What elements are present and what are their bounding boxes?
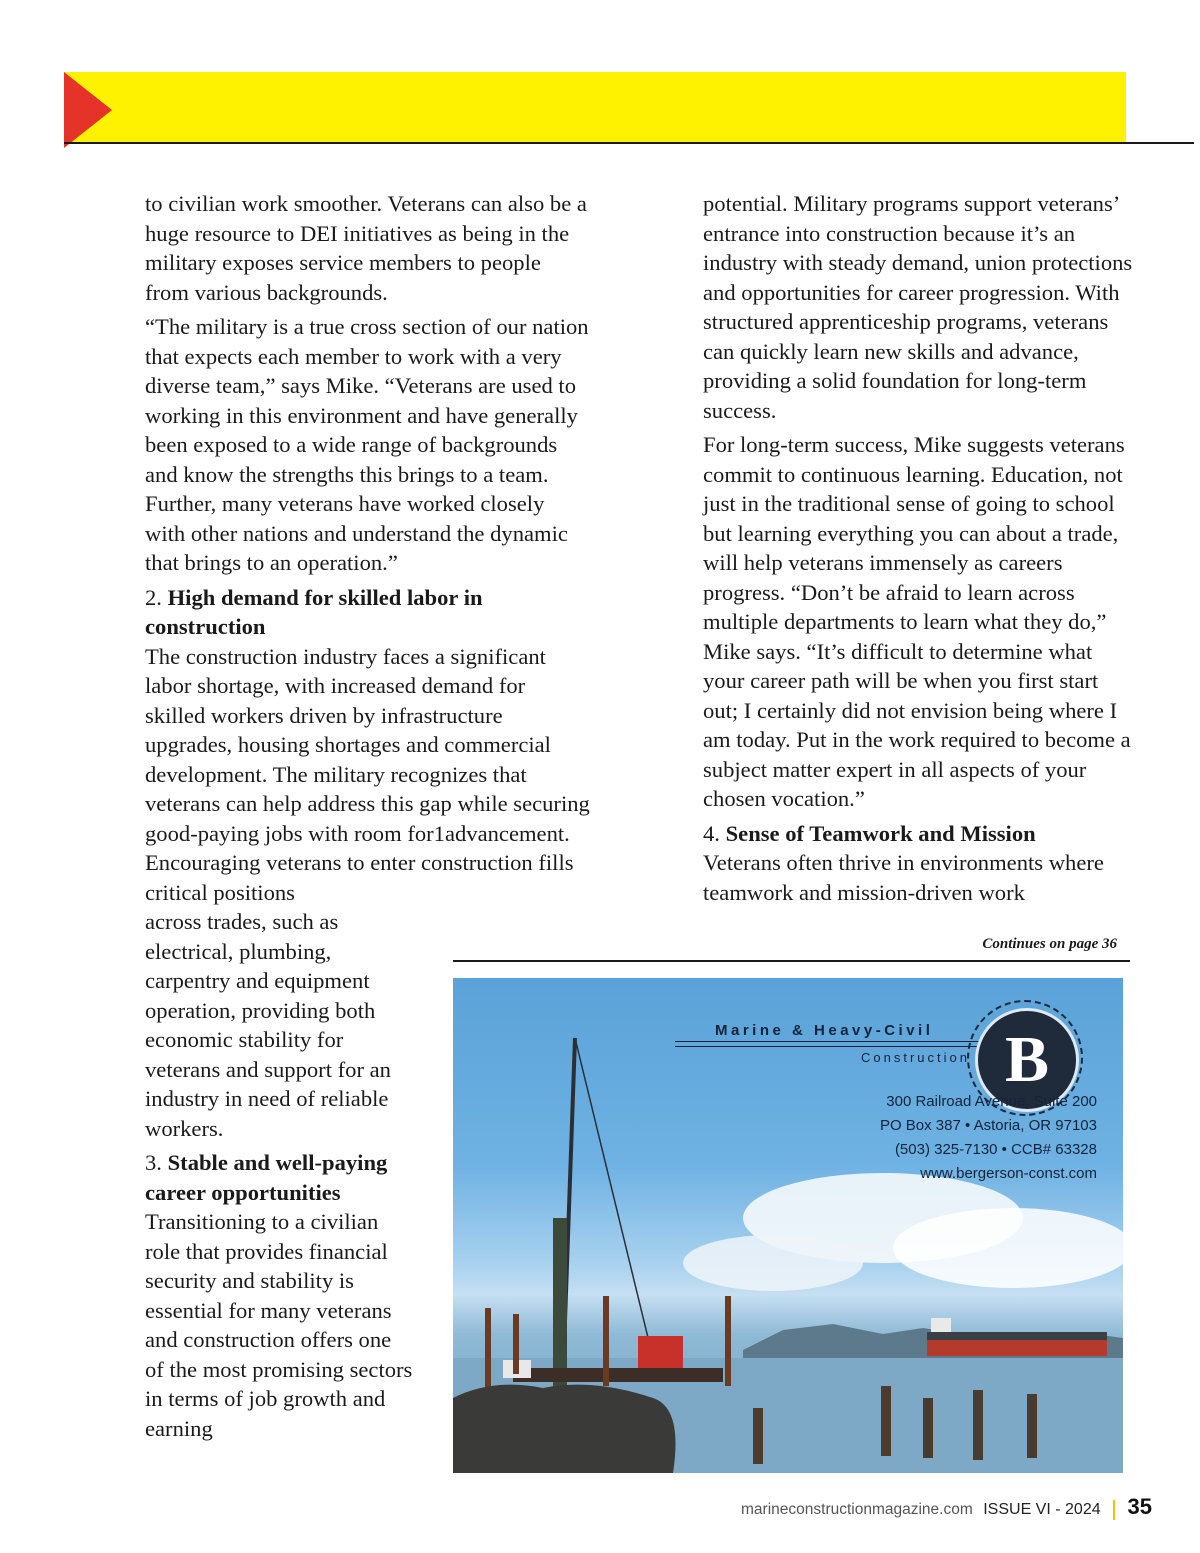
header-rule <box>64 142 1194 144</box>
ad-title-rule <box>675 1041 980 1042</box>
section-3-heading: Stable and well-paying career opportunities <box>145 1150 388 1205</box>
footer-issue: ISSUE VI - 2024 <box>983 1501 1101 1518</box>
pile <box>725 1296 731 1386</box>
right-column <box>703 189 1133 912</box>
page-number: 35 <box>1127 1494 1152 1519</box>
banner-arrow-icon <box>64 72 112 148</box>
section-4-number: 4. <box>703 820 720 846</box>
section-4 <box>703 819 1133 908</box>
footer-divider <box>1113 1500 1115 1520</box>
crane-cable <box>575 1038 651 1350</box>
section-2-text: The construction industry faces a significant labor shortage, with increased demand for skilled workers driven by infrastructure upgrades, housing shortages and commercial development. The military recognizes that veterans can help address this gap while securing good-paying jobs with room for1advancement. Encouraging veterans to enter construction fills critical positions <box>145 643 590 905</box>
footer-site[interactable]: marineconstructionmagazine.com <box>741 1501 973 1518</box>
section-3 <box>145 1148 415 1443</box>
right-paragraph-2: For long-term success, Mike suggests veterans commit to continuous learning. Education, not just in the traditional sense of going to school but learning everything you can about a trade, will help veterans immensely as careers progress. “Don’t be afraid to learn across multiple departments to learn what they do,” Mike says. “It’s difficult to determine what your career path will be when you first start out; I certainly did not envision being where I am today. Put in the work required to become a subject matter expert in all aspects of your chosen vocation.” <box>703 432 1131 811</box>
old-piling <box>1027 1394 1037 1458</box>
old-piling <box>753 1408 763 1464</box>
ship-bridge <box>931 1318 951 1332</box>
section-3-text: Transitioning to a civilian role that provides financial security and stability is essential for many veterans and construction offers one of the most promising sectors in terms of job growth and earning <box>145 1209 413 1441</box>
continues-note: Continues on page 36 <box>982 936 1117 952</box>
ad-title-rule <box>675 1046 980 1047</box>
pile <box>603 1296 609 1386</box>
ad-address-1: 300 Railroad Avenue, Suite 200 <box>886 1093 1097 1110</box>
left-paragraph-1: to civilian work smoother. Veterans can also be a huge resource to DEI initiatives as being in the military exposes service members to people from various backgrounds. <box>145 191 587 305</box>
left-paragraph-2: “The military is a true cross section of our nation that expects each member to work with a very diverse team,” says Mike. “Veterans are used to working in this environment and have generally been exposed to a wide range of backgrounds and know the strengths this brings to a team. Further, many veterans have worked closely with other nations and understand the dynamic that brings to an operation.” <box>145 314 589 575</box>
barge <box>513 1368 723 1382</box>
section-2-text-wrap: across trades, such as electrical, plumbing, carpentry and equipment operation, providing both economic stability for veterans and support for an industry in need of reliable workers. <box>145 909 391 1141</box>
ad-contact <box>880 1090 1097 1186</box>
old-piling <box>923 1398 933 1458</box>
old-piling <box>973 1390 983 1460</box>
header-banner <box>64 72 1126 142</box>
pile <box>513 1314 519 1374</box>
ship-deck <box>927 1332 1107 1340</box>
cloud <box>683 1235 863 1291</box>
crane-cab <box>638 1336 683 1370</box>
old-piling <box>881 1386 891 1456</box>
section-4-heading: Sense of Teamwork and Mission <box>725 820 1036 846</box>
page-footer <box>741 1494 1152 1520</box>
section-2-heading: High demand for skilled labor in construction <box>145 584 483 639</box>
bergerson-logo: B <box>975 1008 1079 1112</box>
ad-address-2: PO Box 387 • Astoria, OR 97103 <box>879 1117 1097 1134</box>
ad-phone: (503) 325-7130 • CCB# 63328 <box>894 1141 1097 1158</box>
ad-rule <box>453 960 1130 962</box>
bergerson-ad[interactable] <box>453 978 1123 1473</box>
pile <box>485 1308 491 1388</box>
rocks <box>453 1385 676 1473</box>
ship-hull <box>927 1340 1107 1356</box>
pile-driver <box>553 1218 567 1388</box>
ad-subtitle: Construction <box>861 1050 970 1065</box>
right-paragraph-1: potential. Military programs support veterans’ entrance into construction because it’s an industry with steady demand, union protections and opportunities for career progression. With structured apprenticeship programs, veterans can quickly learn new skills and advance, providing a solid foundation for long-term success. <box>703 191 1133 423</box>
section-4-text: Veterans often thrive in environments where teamwork and mission-driven work <box>703 850 1104 905</box>
ad-title: Marine & Heavy-Civil <box>715 1022 934 1039</box>
ad-website[interactable]: www.bergerson-const.com <box>920 1165 1097 1182</box>
section-2-number: 2. <box>145 584 162 610</box>
section-3-number: 3. <box>145 1150 162 1175</box>
cloud <box>893 1208 1123 1288</box>
